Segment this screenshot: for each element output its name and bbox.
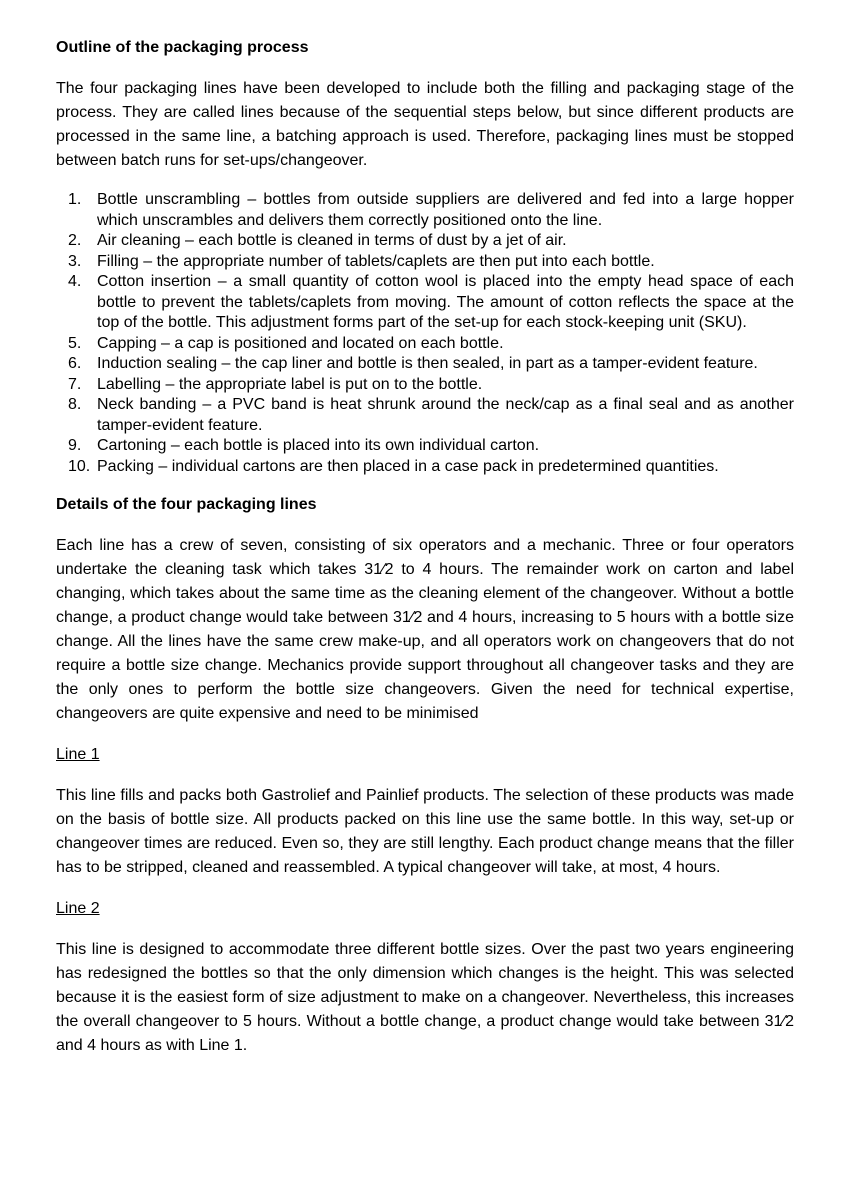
- intro-paragraph: The four packaging lines have been developed to include both the filling and packaging stage of the process. They are called lines because of the sequential steps below, but since different products are processed in the same line, a batching approach is used. Therefore, packaging lines must be stopped between batch runs for set-ups/changeover.: [56, 80, 794, 169]
- process-steps-list: [56, 190, 794, 477]
- list-item: 1. Bottle unscrambling – bottles from outside suppliers are delivered and fed into a large hopper which unscrambles and delivers them correctly positioned onto the line.: [68, 191, 794, 229]
- line1-paragraph: This line fills and packs both Gastrolief and Painlief products. The selection of these products was made on the basis of bottle size. All products packed on this line use the same bottle. In this way, set-up or changeover times are reduced. Even so, they are still lengthy. Each product change means that the filler has to be stripped, cleaned and reassembled. A typical changeover will take, at most, 4 hours.: [56, 787, 794, 876]
- heading-details: Details of the four packaging lines: [56, 496, 317, 513]
- line2-paragraph: This line is designed to accommodate three different bottle sizes. Over the past two years engineering has redesigned the bottles so that the only dimension which changes is the height. This was selected because it is the easiest form of size adjustment to make on a changeover. Nevertheless, this increases the overall changeover to 5 hours. Without a bottle change, a product change would take between 31⁄2 and 4 hours as with Line 1.: [56, 941, 794, 1054]
- list-item: 8. Neck banding – a PVC band is heat shrunk around the neck/cap as a final seal and as another tamper-evident feature.: [68, 396, 794, 434]
- list-item: 10. Packing – individual cartons are then placed in a case pack in predetermined quantities.: [68, 457, 719, 475]
- document-page: [56, 36, 794, 1075]
- list-item: 2. Air cleaning – each bottle is cleaned in terms of dust by a jet of air.: [68, 232, 567, 249]
- list-item: 9. Cartoning – each bottle is placed into its own individual carton.: [68, 437, 540, 454]
- list-item: 7. Labelling – the appropriate label is put on to the bottle.: [68, 375, 483, 393]
- line1-heading: Line 1: [56, 746, 100, 763]
- heading-outline: Outline of the packaging process: [56, 39, 309, 56]
- list-item: 5. Capping – a cap is positioned and located on each bottle.: [68, 334, 504, 352]
- list-item: 3. Filling – the appropriate number of tablets/caplets are then put into each bottle.: [68, 252, 655, 270]
- details-paragraph: Each line has a crew of seven, consisting of six operators and a mechanic. Three or four operators undertake the cleaning task which takes 31⁄2 to 4 hours. The remainder work on carton and label changing, which takes about the same time as the cleaning element of the changeover. Without a bottle change, a product change would take between 31⁄2 and 4 hours, increasing to 5 hours with a bottle size change. All the lines have the same crew make-up, and all operators work on changeovers that do not require a bottle size change. Mechanics provide support throughout all changeover tasks and they are the only ones to perform the bottle size changeovers. Given the need for technical expertise, changeovers are quite expensive and need to be minimised: [56, 537, 794, 722]
- list-item: 6. Induction sealing – the cap liner and bottle is then sealed, in part as a tamper-evident feature.: [68, 355, 758, 372]
- list-item: 4. Cotton insertion – a small quantity of cotton wool is placed into the empty head space of each bottle to prevent the tablets/caplets from moving. The amount of cotton reflects the space at the top of the bottle. This adjustment forms part of the set-up for each stock-keeping unit (SKU).: [68, 273, 794, 331]
- line2-heading: Line 2: [56, 900, 100, 917]
